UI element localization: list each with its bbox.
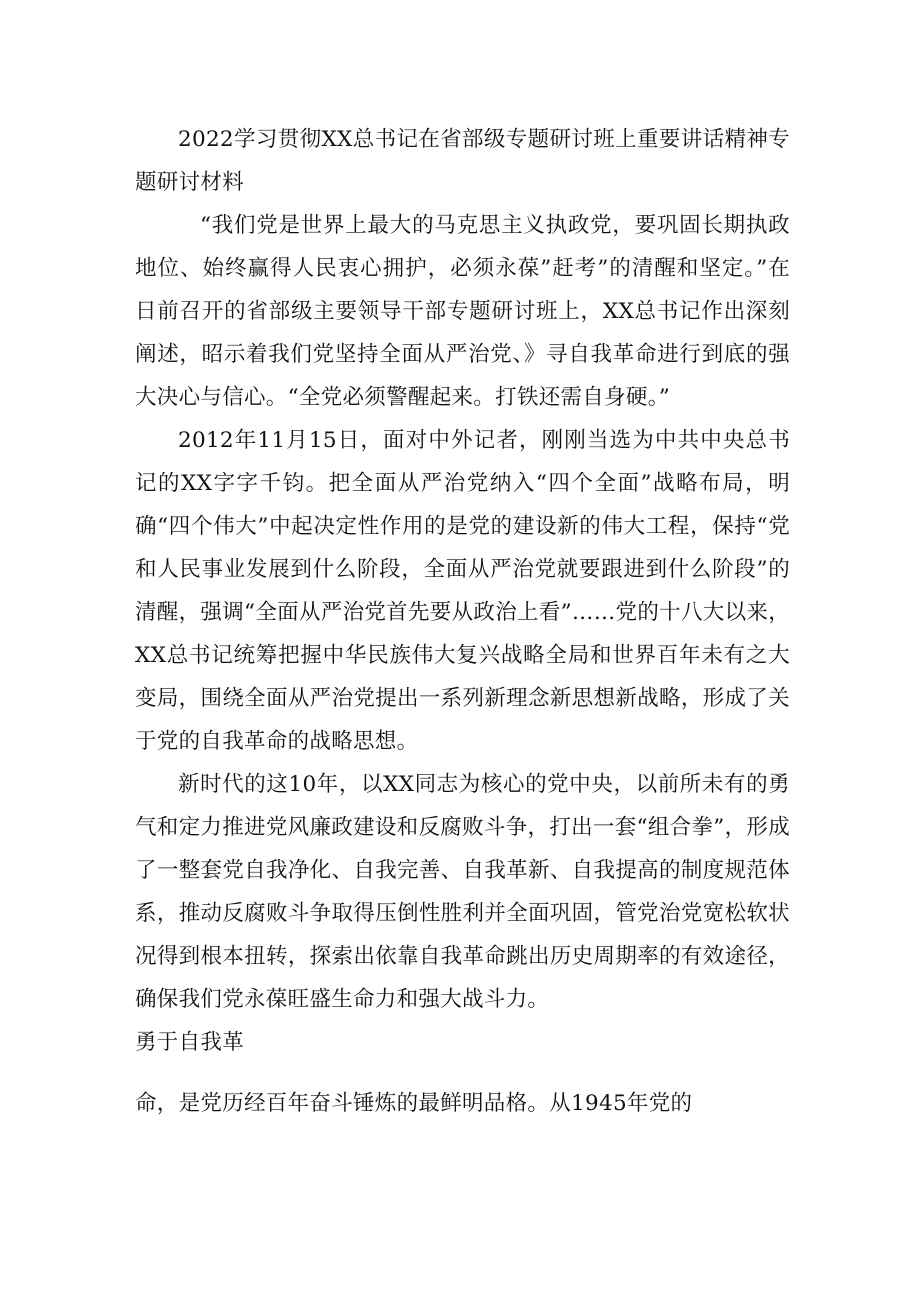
paragraph-quote: “我们党是世界上最大的马克思主义执政党，要巩固长期执政地位、始终赢得人民衷心拥护，必须永葆”赶考”的清醒和坚定。”在日前召开的省部级主要领导干部专题研讨班上，XX总书记作出深刻阐述，昭示着我们党坚持全面从严治党、》寻自我革命进行到底的强大决心与信心。“全党必须警醒起来。打铁还需自身硬。” xyxy=(135,213,790,410)
paragraph-fragment-line-2: 命，是党历经百年奋斗锤炼的最鲜明品格。从1945年党的 xyxy=(135,1091,693,1116)
document-body xyxy=(135,118,790,1125)
document-title: 2022学习贯彻XX总书记在省部级专题研讨班上重要讲话精神专题研讨材料 xyxy=(135,127,790,195)
paragraph-2012: 2012年11月15日，面对中外记者，刚刚当选为中共中央总书记的XX字字千钧。把全面从严治党纳入“四个全面”战略布局，明确“四个伟大”中起决定性作用的是党的建设新的伟大工程，保持“党和人民事业发展到什么阶段，全面从严治党就要跟进到什么阶段”的清醒，强调“全面从严治党首先要从政治上看”……党的十八大以来，XX总书记统筹把握中华民族伟大复兴战略全局和世界百年未有之大变局，围绕全面从严治党提出一系列新理念新思想新战略，形成了关于党的自我革命的战略思想。 xyxy=(135,428,790,754)
paragraph-fragment-line-1: 勇于自我革 xyxy=(135,1030,245,1055)
paragraph-new-era: 新时代的这10年，以XX同志为核心的党中央，以前所未有的勇气和定力推进党风廉政建设和反腐败斗争，打出一套“组合拳”，形成了一整套党自我净化、自我完善、自我革新、自我提高的制度规范体系，推动反腐败斗争取得压倒性胜利并全面巩固，管党治党宽松软状况得到根本扭转，探索出依靠自我革命跳出历史周期率的有效途径，确保我们党永葆旺盛生命力和强大战斗力。 xyxy=(135,772,790,1012)
